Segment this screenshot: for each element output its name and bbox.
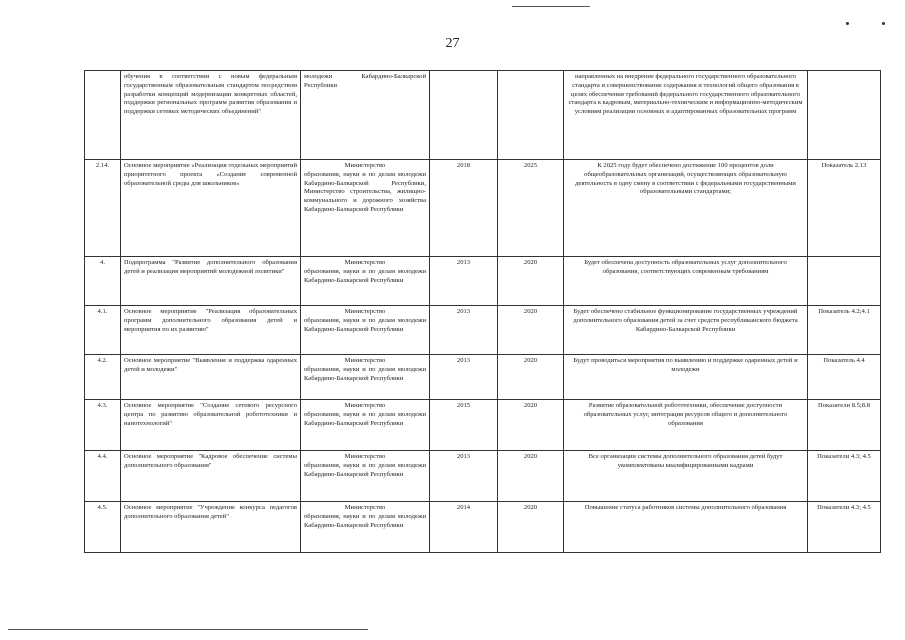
row-number: 4.4. [85,451,121,502]
indicator [808,71,881,160]
row-number: 4.3. [85,400,121,451]
executor-head: Министерство [344,162,386,169]
executor-head: Министерство [344,402,386,409]
expected-result: Все организации системы дополнительного образования детей будут укомплектованы квалифицированными кадрами [564,451,808,502]
activity-name: Основное мероприятие "Учреждение конкурса педагогов дополнительного образования детей" [121,502,301,553]
executor-head: Министерство [344,259,386,266]
row-number [85,71,121,160]
executor-head: Министерство [344,357,386,364]
executor-text: образования, науки и по делам молодежи Кабардино-Балкарской Республики [304,512,426,529]
activity-name: Основное мероприятие "Кадровое обеспечение системы дополнительного образования" [121,451,301,502]
header-rule [512,6,590,7]
table-row [85,71,881,160]
activity-name: Основное мероприятие "Создание сетевого ресурсного центра по развитию образовательной робототехники и нанотехнологий" [121,400,301,451]
table-row [85,257,881,306]
start-year: 2013 [430,306,498,355]
activity-name: Основное мероприятие "Реализация образовательных программ дополнительного образования детей и мероприятия по их развитию" [121,306,301,355]
end-year: 2020 [498,400,564,451]
executor [301,451,430,502]
mark-dot [882,22,885,25]
row-number: 4. [85,257,121,306]
row-number: 4.2. [85,355,121,400]
page-number: 27 [445,36,460,51]
end-year: 2025 [498,160,564,257]
start-year: 2013 [430,451,498,502]
executor [301,400,430,451]
executor-text: образования, науки и по делам молодежи Кабардино-Балкарской Республики [304,316,426,333]
expected-result: направленных на внедрение федерального государственного образовательного стандарта и совершенствование содержания и технологий общего образования в целях обеспечения требований федерального государственного образовательного стандарта к кадровым, материально-техническим и информационно-методическим условиям реализации основных и адаптированных образовательных программ [564,71,808,160]
indicator [808,257,881,306]
end-year: 2020 [498,502,564,553]
executor-text: образования, науки и по делам молодежи Кабардино-Балкарской Республики [304,410,426,427]
expected-result: Развитие образовательной робототехники, обеспечение доступности образовательных услуг, интеграция ресурсов общего и дополнительного образования [564,400,808,451]
table-row [85,355,881,400]
row-number: 4.5. [85,502,121,553]
executor-text: образования, науки и по делам молодежи Кабардино-Балкарской Республики [304,267,426,284]
expected-result: Будет обеспечена доступность образовательных услуг дополнительного образования, соответствующих современным требованиям [564,257,808,306]
activity-name: Подпрограмма "Развитие дополнительного образования детей и реализация мероприятий молодежной политики" [121,257,301,306]
footer-rule [8,629,368,630]
expected-result: К 2025 году будет обеспечено достижение 100 процентов доли общеобразовательных организаций, осуществляющих образовательную деятельность в одну смену в соответствии с федеральными государственными образовательными стандартами; [564,160,808,257]
end-year: 2020 [498,451,564,502]
executor [301,71,430,160]
indicator: Показатели 8.5;8.8 [808,400,881,451]
indicator: Показатель 4.2;4.1 [808,306,881,355]
table-row [85,160,881,257]
table-row [85,400,881,451]
program-table [84,70,881,553]
start-year: 2015 [430,400,498,451]
executor [301,502,430,553]
executor [301,160,430,257]
table-row [85,502,881,553]
activity-name: обучения в соответствии с новым федеральным государственным образовательным стандартом посредством разработки концепций модернизации конкретных областей, поддержки региональных программ развития образования и поддержки сетевых методических объединений" [121,71,301,160]
end-year: 2020 [498,257,564,306]
start-year: 2018 [430,160,498,257]
indicator: Показатель 4.4 [808,355,881,400]
executor-head: Министерство [344,453,386,460]
executor-text: молодежи Кабардино-Балкарской Республики [304,73,426,89]
executor [301,355,430,400]
start-year: 2014 [430,502,498,553]
start-year [430,71,498,160]
end-year: 2020 [498,306,564,355]
start-year: 2013 [430,257,498,306]
mark-dot [846,22,849,25]
activity-name: Основное мероприятие "Выявление и поддержка одаренных детей и молодежи" [121,355,301,400]
indicator: Показатели 4.3; 4.5 [808,451,881,502]
activity-name: Основное мероприятие «Реализация отдельных мероприятий приоритетного проекта «Создание современной образовательной среды для школьников» [121,160,301,257]
start-year: 2013 [430,355,498,400]
executor-text: образования, науки и по делам молодежи Кабардино-Балкарской Республики, Министерство строительства, жилищно-коммунального и дорожного хозяйства Кабардино-Балкарской Республики [304,170,426,213]
row-number: 2.14. [85,160,121,257]
table-row [85,306,881,355]
executor-text: образования, науки и по делам молодежи Кабардино-Балкарской Республики [304,365,426,382]
executor-head: Министерство [344,308,386,315]
executor-head: Министерство [344,504,386,511]
executor [301,306,430,355]
executor [301,257,430,306]
end-year [498,71,564,160]
expected-result: Повышение статуса работников системы дополнительного образования [564,502,808,553]
indicator: Показатели 4.3; 4.5 [808,502,881,553]
expected-result: Будет обеспечено стабильное функционирование государственных учреждений дополнительного образования детей за счет средств республиканского бюджета Кабардино-Балкарской Республики [564,306,808,355]
table-row [85,451,881,502]
end-year: 2020 [498,355,564,400]
expected-result: Будут проводиться мероприятия по выявлению и поддержке одаренных детей и молодежи [564,355,808,400]
indicator: Показатель 2.13 [808,160,881,257]
row-number: 4.1. [85,306,121,355]
executor-text: образования, науки и по делам молодежи Кабардино-Балкарской Республики [304,461,426,478]
